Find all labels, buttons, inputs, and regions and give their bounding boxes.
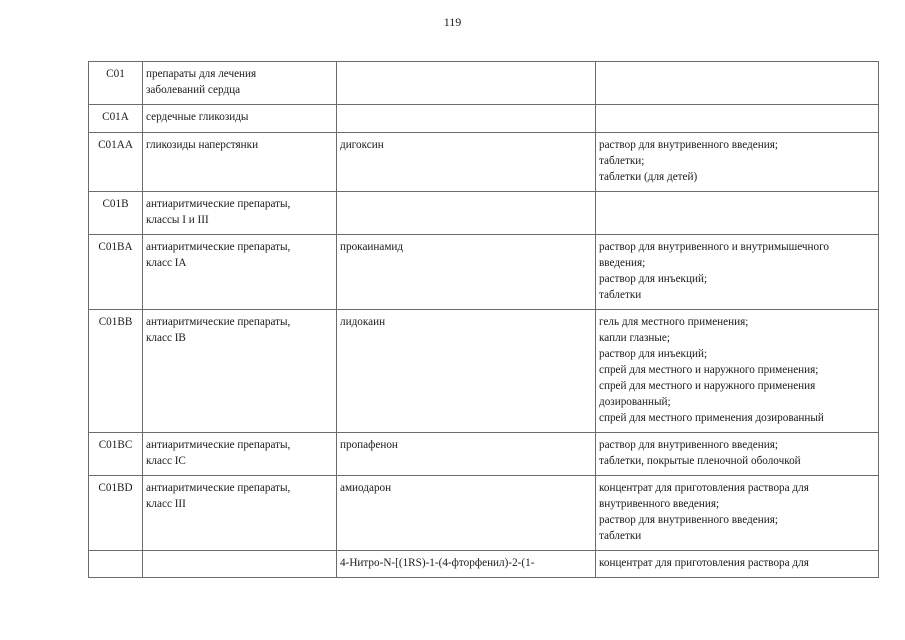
atc-code: C01BD: [89, 476, 143, 551]
dosage-forms: [596, 62, 879, 105]
drug-name: дигоксин: [337, 133, 596, 192]
page-number: 119: [443, 15, 462, 29]
atc-group: сердечные гликозиды: [143, 105, 337, 133]
drug-name: пропафенон: [337, 433, 596, 476]
drug-name: [337, 105, 596, 133]
dosage-forms: концентрат для приготовления раствора для внутривенного введения; раствор для внутривенного введения; таблетки: [596, 476, 879, 551]
atc-code: C01BB: [89, 310, 143, 433]
drug-name: 4-Нитро-N-[(1RS)-1-(4-фторфенил)-2-(1-: [337, 551, 596, 578]
drug-name: амиодарон: [337, 476, 596, 551]
drug-classification-table: [88, 61, 879, 578]
table-row: [89, 551, 879, 578]
atc-code: C01BC: [89, 433, 143, 476]
atc-group: антиаритмические препараты, классы I и III: [143, 192, 337, 235]
dosage-forms: концентрат для приготовления раствора для: [596, 551, 879, 578]
dosage-forms: раствор для внутривенного введения; таблетки; таблетки (для детей): [596, 133, 879, 192]
atc-code: C01: [89, 62, 143, 105]
table-row: [89, 62, 879, 105]
atc-group: антиаритмические препараты, класс IC: [143, 433, 337, 476]
atc-code: C01A: [89, 105, 143, 133]
atc-code: C01AA: [89, 133, 143, 192]
atc-code: C01B: [89, 192, 143, 235]
drug-name: [337, 192, 596, 235]
atc-group: антиаритмические препараты, класс IB: [143, 310, 337, 433]
atc-group: антиаритмические препараты, класс IA: [143, 235, 337, 310]
table-row: [89, 105, 879, 133]
dosage-forms: раствор для внутривенного введения; таблетки, покрытые пленочной оболочкой: [596, 433, 879, 476]
table-row: [89, 133, 879, 192]
atc-code: [89, 551, 143, 578]
table-row: [89, 476, 879, 551]
dosage-forms: раствор для внутривенного и внутримышечного введения; раствор для инъекций; таблетки: [596, 235, 879, 310]
table-row: [89, 310, 879, 433]
table-row: [89, 433, 879, 476]
dosage-forms: [596, 105, 879, 133]
drug-name: прокаинамид: [337, 235, 596, 310]
table-row: [89, 235, 879, 310]
atc-group: [143, 551, 337, 578]
atc-group: гликозиды наперстянки: [143, 133, 337, 192]
atc-group: антиаритмические препараты, класс III: [143, 476, 337, 551]
drug-name: лидокаин: [337, 310, 596, 433]
atc-code: C01BA: [89, 235, 143, 310]
drug-name: [337, 62, 596, 105]
dosage-forms: [596, 192, 879, 235]
atc-group: препараты для лечения заболеваний сердца: [143, 62, 337, 105]
table-row: [89, 192, 879, 235]
dosage-forms: гель для местного применения; капли глазные; раствор для инъекций; спрей для местного и наружного применения; спрей для местного и наружного применения дозированный; спрей для местного применения дозированный: [596, 310, 879, 433]
